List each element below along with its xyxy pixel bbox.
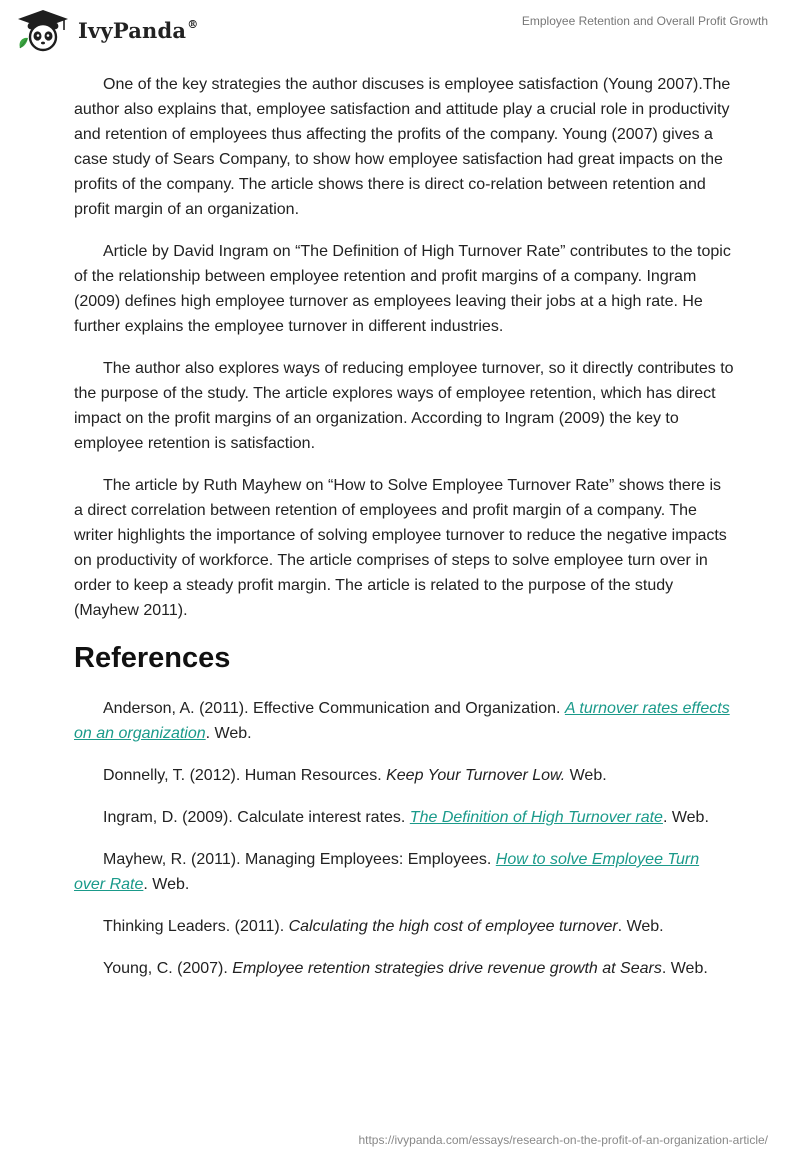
reference-title: Keep Your Turnover Low. (386, 767, 566, 784)
page-header (0, 0, 800, 60)
reference-link[interactable]: The Definition of High Turnover rate (409, 809, 663, 826)
body-paragraph: One of the key strategies the author discuses is employee satisfaction (Young 2007).The author also explains that, employee satisfaction and attitude play a crucial role in productivity and retention of employees thus affecting the profits of the company. Young (2007) gives a case study of Sears Company, to show how employee satisfaction had great impacts on the profits of the company. The article shows there is direct co-relation between retention and profit margin of an organization. (74, 76, 731, 218)
body-paragraph: The article by Ruth Mayhew on “How to Solve Employee Turnover Rate” shows there is a direct correlation between retention of employees and profit margin of a company. The writer highlights the importance of solving employee turnover to reduce the negative impacts on productivity of workforce. The article comprises of steps to solve employee turn over in order to keep a steady profit margin. The article is related to the purpose of the study (Mayhew 2011). (74, 477, 727, 619)
reference-mayhew: Mayhew, R. (2011). Managing Employees: Employees. How to solve Employee Turn over Rate. Web. (74, 851, 700, 893)
body-paragraph: The author also explores ways of reducing employee turnover, so it directly contributes to the purpose of the study. The article explores ways of employee retention, which has direct impact on the profit margins of an organization. According to Ingram (2009) the key to employee retention is satisfaction. (74, 360, 734, 452)
references-heading: References (74, 642, 231, 674)
reference-title: Calculating the high cost of employee turnover (288, 918, 618, 935)
running-title: Employee Retention and Overall Profit Growth (521, 14, 768, 28)
source-url[interactable]: https://ivypanda.com/essays/research-on-the-profit-of-an-organization-article/ (358, 1133, 768, 1147)
essay-content (74, 72, 734, 998)
reference-anderson: Anderson, A. (2011). Effective Communication and Organization. A turnover rates effects on an organization. Web. (74, 700, 730, 742)
reference-ingram: Ingram, D. (2009). Calculate interest rates. The Definition of High Turnover rate. Web. (103, 809, 709, 826)
reference-thinking-leaders: Thinking Leaders. (2011). Calculating the high cost of employee turnover. Web. (103, 918, 664, 935)
ivypanda-logo[interactable] (14, 8, 198, 52)
brand-name: IvyPanda® (78, 17, 199, 43)
reference-link[interactable]: A turnover rates effects on an organization (74, 700, 730, 742)
reference-link[interactable]: How to solve Employee Turn over Rate (74, 851, 700, 893)
reference-young: Young, C. (2007). Employee retention strategies drive revenue growth at Sears. Web. (103, 960, 708, 977)
panda-graduate-logo-icon (14, 8, 72, 52)
reference-title: Employee retention strategies drive revenue growth at Sears (232, 960, 662, 977)
reference-donnelly: Donnelly, T. (2012). Human Resources. Keep Your Turnover Low. Web. (103, 767, 607, 784)
body-paragraph: Article by David Ingram on “The Definition of High Turnover Rate” contributes to the topic of the relationship between employee retention and profit margins of a company. Ingram (2009) defines high employee turnover as employees leaving their jobs at a high rate. He further explains the employee turnover in different industries. (74, 243, 731, 335)
